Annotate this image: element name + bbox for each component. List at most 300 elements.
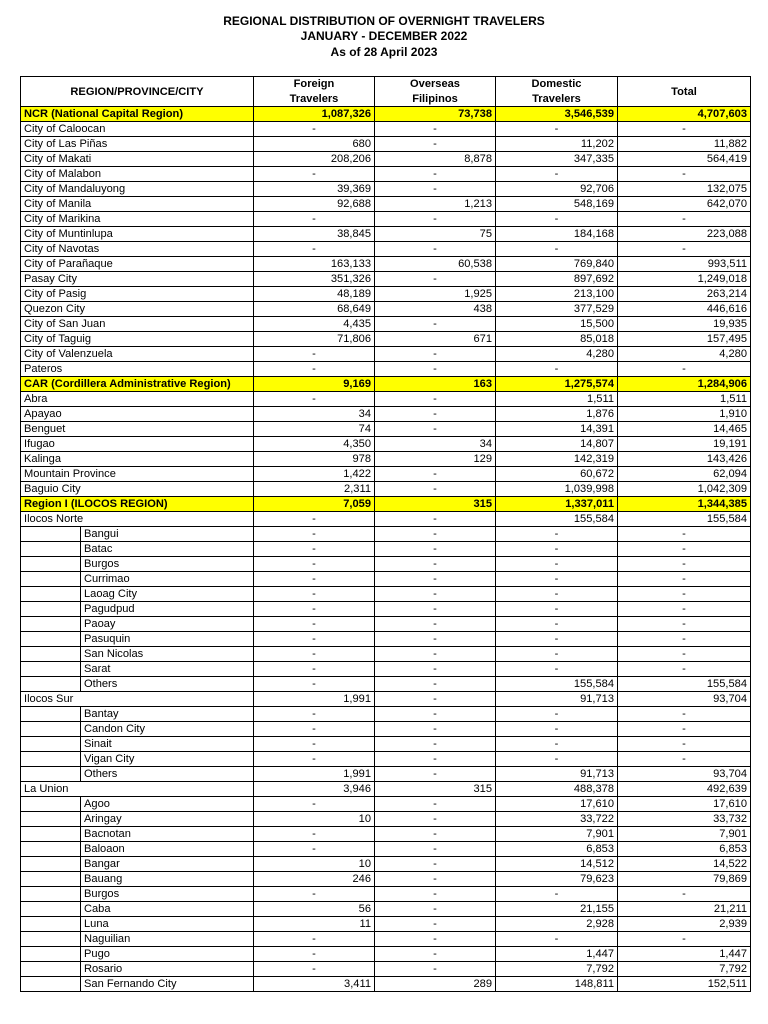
cell-foreign: - [254,362,375,377]
table-row [21,602,751,617]
cell-domestic: - [496,122,618,137]
table-row [21,332,751,347]
cell-foreign: - [254,167,375,182]
row-name [21,632,254,647]
cell-domestic: 148,811 [496,977,618,992]
cell-overseas: - [375,467,496,482]
table-row [21,392,751,407]
cell-foreign: 1,087,326 [254,107,375,122]
indent-spacer [21,722,81,736]
cell-total: 1,042,309 [618,482,751,497]
cell-domestic: - [496,632,618,647]
cell-overseas: - [375,902,496,917]
cell-overseas: - [375,527,496,542]
cell-foreign: 92,688 [254,197,375,212]
cell-domestic: 14,807 [496,437,618,452]
row-name [21,542,254,557]
indent-spacer [21,647,81,661]
cell-overseas: 438 [375,302,496,317]
cell-overseas: 73,738 [375,107,496,122]
cell-foreign: - [254,932,375,947]
row-name-text: Bantay [84,708,119,721]
cell-domestic: - [496,362,618,377]
region-row [21,107,751,122]
row-name: CAR (Cordillera Administrative Region) [21,377,254,392]
indent-spacer [21,752,81,766]
indent-spacer [21,542,81,556]
cell-foreign: 680 [254,137,375,152]
cell-total: 4,280 [618,347,751,362]
cell-overseas: - [375,587,496,602]
table-row [21,512,751,527]
cell-total: 155,584 [618,677,751,692]
row-name-text: San Fernando City [84,978,177,991]
row-name [21,917,254,932]
cell-foreign: 1,422 [254,467,375,482]
indent-spacer [21,602,81,616]
cell-overseas: - [375,662,496,677]
cell-total: 223,088 [618,227,751,242]
table-row [21,302,751,317]
cell-domestic: - [496,587,618,602]
report-as-of: As of 28 April 2023 [330,44,438,59]
cell-overseas: - [375,887,496,902]
indent-spacer [21,557,81,571]
table-row [21,467,751,482]
cell-total: 11,882 [618,137,751,152]
row-name-text: Luna [84,918,109,931]
indent-spacer [21,677,81,691]
indent-spacer [21,737,81,751]
table-row [21,752,751,767]
cell-overseas: 289 [375,977,496,992]
cell-overseas: 8,878 [375,152,496,167]
cell-total: - [618,122,751,137]
cell-domestic: - [496,557,618,572]
table-row [21,122,751,137]
table-row [21,947,751,962]
cell-domestic: 92,706 [496,182,618,197]
cell-foreign: - [254,632,375,647]
cell-overseas: 129 [375,452,496,467]
cell-total: 1,511 [618,392,751,407]
table-row [21,527,751,542]
row-name: Quezon City [21,302,254,317]
indent-spacer [21,842,81,856]
row-name [21,707,254,722]
cell-total: 1,910 [618,407,751,422]
cell-foreign: 208,206 [254,152,375,167]
row-name-text: Caba [84,903,111,916]
cell-total: 155,584 [618,512,751,527]
table-row [21,977,751,992]
cell-domestic: 1,275,574 [496,377,618,392]
cell-overseas: - [375,752,496,767]
cell-overseas: - [375,317,496,332]
cell-domestic: - [496,542,618,557]
cell-overseas: - [375,482,496,497]
cell-domestic: 91,713 [496,692,618,707]
indent-spacer [21,947,81,961]
cell-total: 132,075 [618,182,751,197]
row-name-text: Sinait [84,738,112,751]
row-name [21,647,254,662]
cell-total: 492,639 [618,782,751,797]
cell-domestic: 1,039,998 [496,482,618,497]
cell-foreign: - [254,587,375,602]
row-name-text: San Nicolas [84,648,144,661]
row-name: Abra [21,392,254,407]
table-row [21,677,751,692]
table-row [21,167,751,182]
cell-total: - [618,602,751,617]
table-row [21,872,751,887]
row-name: Benguet [21,422,254,437]
cell-foreign: 9,169 [254,377,375,392]
cell-foreign: 4,350 [254,437,375,452]
region-row [21,497,751,512]
row-name [21,962,254,977]
table-row [21,782,751,797]
cell-overseas: - [375,242,496,257]
row-name [21,737,254,752]
cell-total: - [618,707,751,722]
indent-spacer [21,902,81,916]
indent-spacer [21,767,81,781]
cell-foreign: 351,326 [254,272,375,287]
cell-overseas: 1,925 [375,287,496,302]
row-name [21,902,254,917]
cell-total: - [618,527,751,542]
cell-overseas: 60,538 [375,257,496,272]
cell-total: - [618,737,751,752]
cell-domestic: 3,546,539 [496,107,618,122]
cell-foreign: 978 [254,452,375,467]
cell-foreign: - [254,722,375,737]
table-row [21,197,751,212]
cell-overseas: - [375,407,496,422]
cell-overseas: - [375,707,496,722]
cell-total: - [618,722,751,737]
cell-foreign: 1,991 [254,767,375,782]
cell-total: 93,704 [618,692,751,707]
row-name: NCR (National Capital Region) [21,107,254,122]
row-name [21,842,254,857]
cell-total: 2,939 [618,917,751,932]
cell-total: - [618,242,751,257]
row-name [21,767,254,782]
cell-foreign: 39,369 [254,182,375,197]
cell-foreign: - [254,827,375,842]
row-name: City of Malabon [21,167,254,182]
row-name [21,812,254,827]
cell-domestic: 488,378 [496,782,618,797]
cell-domestic: 2,928 [496,917,618,932]
indent-spacer [21,797,81,811]
table-row [21,887,751,902]
cell-foreign: 163,133 [254,257,375,272]
row-name-text: Agoo [84,798,110,811]
row-name: City of Marikina [21,212,254,227]
row-name-text: Pugo [84,948,110,961]
row-name [21,722,254,737]
cell-domestic: 213,100 [496,287,618,302]
table-row [21,797,751,812]
indent-spacer [21,887,81,901]
cell-domestic: 21,155 [496,902,618,917]
cell-domestic: 17,610 [496,797,618,812]
row-name [21,932,254,947]
row-name [21,827,254,842]
indent-spacer [21,962,81,976]
table-row [21,902,751,917]
indent-spacer [21,872,81,886]
cell-total: 33,732 [618,812,751,827]
cell-domestic: 184,168 [496,227,618,242]
row-name: City of Mandaluyong [21,182,254,197]
cell-foreign: 246 [254,872,375,887]
row-name [21,602,254,617]
table-row [21,842,751,857]
cell-foreign: - [254,662,375,677]
cell-domestic: 155,584 [496,512,618,527]
cell-total: 1,344,385 [618,497,751,512]
cell-total: - [618,572,751,587]
table-row [21,572,751,587]
cell-domestic: 33,722 [496,812,618,827]
cell-foreign: - [254,602,375,617]
cell-domestic: - [496,167,618,182]
cell-total: - [618,212,751,227]
cell-foreign: - [254,947,375,962]
row-name-text: Burgos [84,558,120,571]
cell-domestic: - [496,752,618,767]
table-row [21,812,751,827]
header-region: REGION/PROVINCE/CITY [21,77,254,107]
table-row [21,632,751,647]
row-name: City of Pasig [21,287,254,302]
cell-total: - [618,887,751,902]
cell-foreign: 38,845 [254,227,375,242]
cell-domestic: 91,713 [496,767,618,782]
table-row [21,857,751,872]
cell-overseas: - [375,722,496,737]
cell-total: 1,447 [618,947,751,962]
row-name: City of Parañaque [21,257,254,272]
cell-total: 7,901 [618,827,751,842]
table-row [21,827,751,842]
row-name [21,797,254,812]
cell-overseas: - [375,827,496,842]
cell-foreign: 11 [254,917,375,932]
cell-domestic: 1,337,011 [496,497,618,512]
row-name: Region I (ILOCOS REGION) [21,497,254,512]
cell-overseas: - [375,572,496,587]
cell-total: 642,070 [618,197,751,212]
cell-foreign: - [254,752,375,767]
cell-overseas: - [375,767,496,782]
cell-domestic: 60,672 [496,467,618,482]
cell-overseas: - [375,182,496,197]
cell-overseas: - [375,677,496,692]
cell-total: - [618,752,751,767]
cell-total: 446,616 [618,302,751,317]
table-row [21,257,751,272]
cell-domestic: 142,319 [496,452,618,467]
indent-spacer [21,662,81,676]
cell-domestic: 7,792 [496,962,618,977]
indent-spacer [21,587,81,601]
cell-domestic: 347,335 [496,152,618,167]
table-row [21,242,751,257]
cell-domestic: - [496,617,618,632]
row-name: City of Valenzuela [21,347,254,362]
cell-foreign: - [254,392,375,407]
cell-overseas: - [375,962,496,977]
cell-overseas: - [375,272,496,287]
row-name [21,857,254,872]
cell-foreign: 3,411 [254,977,375,992]
cell-overseas: - [375,347,496,362]
table-row [21,272,751,287]
row-name [21,947,254,962]
row-name-text: Bangui [84,528,119,541]
cell-domestic: - [496,707,618,722]
indent-spacer [21,932,81,946]
cell-overseas: - [375,167,496,182]
cell-overseas: - [375,362,496,377]
travelers-table [20,76,751,992]
row-name [21,587,254,602]
table-row [21,962,751,977]
cell-total: 152,511 [618,977,751,992]
cell-total: 157,495 [618,332,751,347]
row-name-text: Others [84,678,118,691]
table-row [21,422,751,437]
table-row [21,722,751,737]
row-name: City of Navotas [21,242,254,257]
row-name: Ilocos Sur [21,692,254,707]
cell-domestic: 4,280 [496,347,618,362]
cell-overseas: - [375,602,496,617]
cell-domestic: 1,511 [496,392,618,407]
row-name: Pasay City [21,272,254,287]
cell-overseas: - [375,212,496,227]
cell-domestic: - [496,737,618,752]
cell-overseas: - [375,422,496,437]
row-name: City of Manila [21,197,254,212]
cell-overseas: - [375,947,496,962]
report-title: REGIONAL DISTRIBUTION OF OVERNIGHT TRAVELERS [223,14,545,28]
row-name-text: Bangar [84,858,120,871]
table-row [21,542,751,557]
cell-overseas: 163 [375,377,496,392]
header-overseas-line1: Overseas [375,77,496,92]
header-total: Total [618,77,751,107]
cell-total: 1,284,906 [618,377,751,392]
cell-overseas: - [375,632,496,647]
indent-spacer [21,857,81,871]
table-row [21,362,751,377]
row-name [21,617,254,632]
cell-total: 62,094 [618,467,751,482]
cell-domestic: 14,391 [496,422,618,437]
cell-total: - [618,587,751,602]
cell-total: - [618,617,751,632]
indent-spacer [21,812,81,826]
cell-domestic: - [496,647,618,662]
cell-overseas: - [375,737,496,752]
cell-total: 6,853 [618,842,751,857]
cell-foreign: - [254,512,375,527]
cell-foreign: 2,311 [254,482,375,497]
table-row [21,932,751,947]
cell-foreign: - [254,242,375,257]
row-name: Kalinga [21,452,254,467]
cell-total: 993,511 [618,257,751,272]
table-row [21,767,751,782]
table-row [21,437,751,452]
cell-foreign: - [254,572,375,587]
header-foreign-line2: Travelers [254,92,375,107]
table-row [21,617,751,632]
cell-foreign: - [254,647,375,662]
table-row [21,317,751,332]
row-name-text: Paoay [84,618,116,631]
row-name-text: Laoag City [84,588,138,601]
cell-foreign: 71,806 [254,332,375,347]
cell-domestic: - [496,242,618,257]
cell-overseas: - [375,122,496,137]
cell-total: 263,214 [618,287,751,302]
cell-overseas: - [375,797,496,812]
cell-domestic: 548,169 [496,197,618,212]
row-name-text: Vigan City [84,753,135,766]
row-name [21,557,254,572]
cell-total: 17,610 [618,797,751,812]
cell-foreign: 10 [254,812,375,827]
cell-foreign: - [254,842,375,857]
cell-total: - [618,647,751,662]
row-name: City of San Juan [21,317,254,332]
row-name [21,572,254,587]
cell-overseas: - [375,842,496,857]
cell-domestic: 377,529 [496,302,618,317]
row-name: City of Taguig [21,332,254,347]
cell-domestic: 85,018 [496,332,618,347]
cell-foreign: - [254,122,375,137]
cell-total: - [618,932,751,947]
cell-overseas: - [375,812,496,827]
indent-spacer [21,707,81,721]
cell-overseas: - [375,647,496,662]
cell-foreign: - [254,797,375,812]
cell-total: 7,792 [618,962,751,977]
indent-spacer [21,632,81,646]
cell-total: 4,707,603 [618,107,751,122]
cell-domestic: - [496,212,618,227]
header-domestic-line1: Domestic [496,77,618,92]
cell-domestic: 1,447 [496,947,618,962]
cell-foreign: 48,189 [254,287,375,302]
row-name: City of Caloocan [21,122,254,137]
cell-domestic: - [496,527,618,542]
region-row [21,377,751,392]
indent-spacer [21,977,81,991]
cell-total: 19,191 [618,437,751,452]
row-name-text: Others [84,768,118,781]
table-row [21,227,751,242]
